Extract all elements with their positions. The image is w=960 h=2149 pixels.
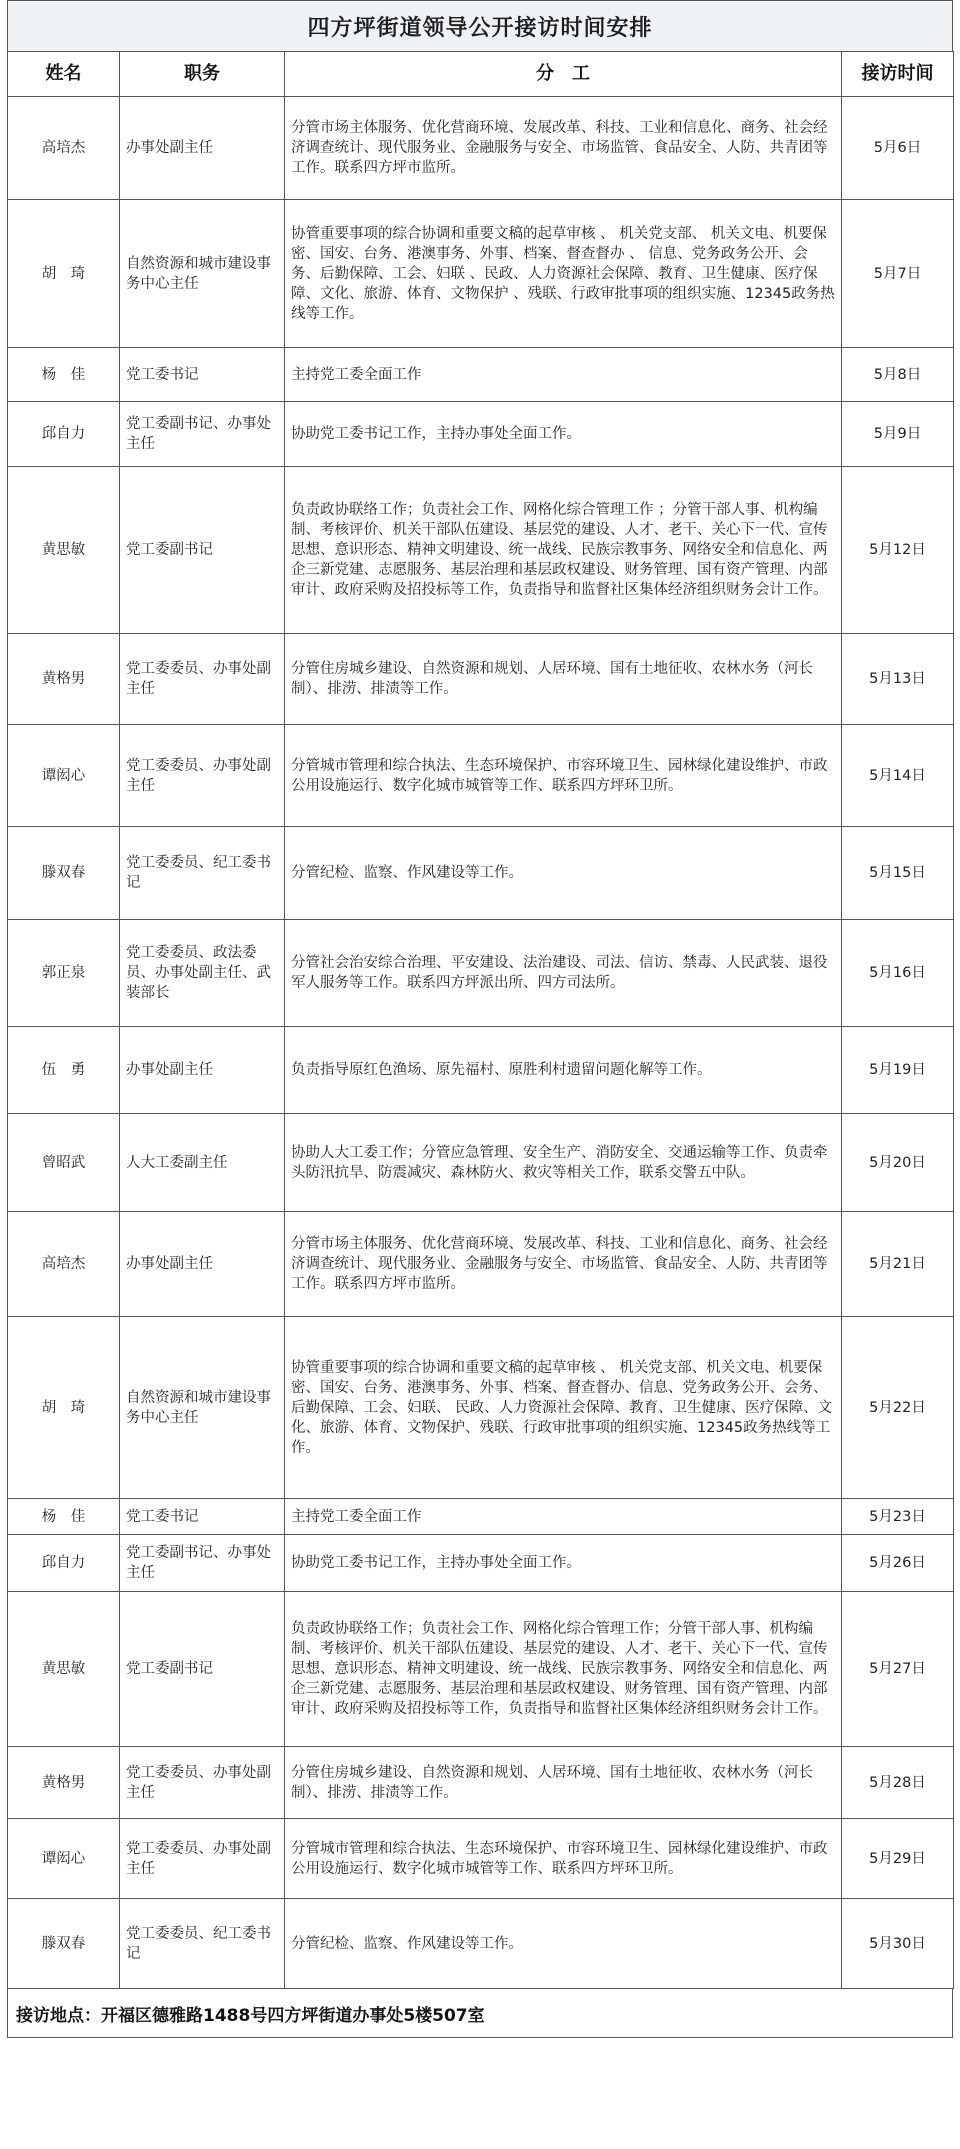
cell-position: 党工委书记 <box>120 348 285 402</box>
cell-time: 5月13日 <box>842 634 954 725</box>
header-position: 职务 <box>120 52 285 97</box>
cell-position: 党工委委员、办事处副主任 <box>120 725 285 827</box>
cell-name: 滕双春 <box>8 1899 120 1989</box>
cell-duty: 主持党工委全面工作 <box>285 1499 842 1535</box>
table-row <box>8 467 954 634</box>
table-row <box>8 200 954 348</box>
cell-duty: 负责政协联络工作；负责社会工作、网格化综合管理工作；分管干部人事、机构编制、考核评价、机关干部队伍建设、基层党的建设、人才、老干、关心下一代、宣传思想、意识形态、精神文明建设、统一战线、民族宗教事务、网络安全和信息化、两企三新党建、志愿服务、基层治理和基层政权建设、财务管理、国有资产管理、内部审计、政府采购及招投标等工作，负责指导和监督社区集体经济组织财务会计工作。 <box>285 1592 842 1747</box>
cell-name: 邱自力 <box>8 402 120 467</box>
cell-duty: 分管住房城乡建设、自然资源和规划、人居环境、国有土地征收、农林水务（河长制）、排涝、排渍等工作。 <box>285 634 842 725</box>
cell-position: 自然资源和城市建设事务中心主任 <box>120 1317 285 1499</box>
table-row <box>8 1535 954 1592</box>
header-time: 接访时间 <box>842 52 954 97</box>
table-row <box>8 1499 954 1535</box>
cell-time: 5月20日 <box>842 1114 954 1212</box>
cell-duty: 分管城市管理和综合执法、生态环境保护、市容环境卫生、园林绿化建设维护、市政公用设施运行、数字化城市城管等工作、联系四方坪环卫所。 <box>285 725 842 827</box>
cell-name: 谭闳心 <box>8 1819 120 1899</box>
cell-position: 党工委委员、政法委员、办事处副主任、武装部长 <box>120 920 285 1027</box>
table-row <box>8 1899 954 1989</box>
cell-position: 党工委委员、办事处副主任 <box>120 1747 285 1819</box>
cell-time: 5月21日 <box>842 1212 954 1317</box>
cell-name: 邱自力 <box>8 1535 120 1592</box>
cell-duty: 协管重要事项的综合协调和重要文稿的起草审核 、 机关党支部、 机关文电、机要保密、国安、台务、港澳事务、外事、档案、督查督办 、 信息、党务政务公开、会务、后勤保障、工会、妇联 、民政、人力资源社会保障、教育、卫生健康、医疗保障、文化、旅游、体育、文物保护 、残联、行政审批事项的组织实施、12345政务热线等工作。 <box>285 200 842 348</box>
cell-name: 伍 勇 <box>8 1027 120 1114</box>
cell-position: 党工委副书记 <box>120 1592 285 1747</box>
cell-duty: 分管城市管理和综合执法、生态环境保护、市容环境卫生、园林绿化建设维护、市政公用设施运行、数字化城市城管等工作、联系四方坪环卫所。 <box>285 1819 842 1899</box>
table-row <box>8 1212 954 1317</box>
table-row <box>8 1317 954 1499</box>
cell-name: 黄格男 <box>8 1747 120 1819</box>
cell-time: 5月30日 <box>842 1899 954 1989</box>
cell-name: 曾昭武 <box>8 1114 120 1212</box>
cell-time: 5月9日 <box>842 402 954 467</box>
cell-position: 人大工委副主任 <box>120 1114 285 1212</box>
cell-duty: 分管市场主体服务、优化营商环境、发展改革、科技、工业和信息化、商务、社会经济调查统计、现代服务业、金融服务与安全、市场监管、食品安全、人防、共青团等工作。联系四方坪市监所。 <box>285 1212 842 1317</box>
cell-duty: 负责指导原红色渔场、原先福村、原胜利村遗留问题化解等工作。 <box>285 1027 842 1114</box>
header-duty: 分 工 <box>285 52 842 97</box>
cell-name: 滕双春 <box>8 827 120 920</box>
cell-time: 5月26日 <box>842 1535 954 1592</box>
cell-position: 党工委副书记、办事处主任 <box>120 402 285 467</box>
cell-duty: 分管社会治安综合治理、平安建设、法治建设、司法、信访、禁毒、人民武装、退役军人服务等工作。联系四方坪派出所、四方司法所。 <box>285 920 842 1027</box>
schedule-table <box>7 51 954 1989</box>
table-row <box>8 1114 954 1212</box>
cell-time: 5月15日 <box>842 827 954 920</box>
cell-time: 5月8日 <box>842 348 954 402</box>
cell-name: 黄思敏 <box>8 467 120 634</box>
cell-time: 5月27日 <box>842 1592 954 1747</box>
cell-duty: 协助人大工委工作；分管应急管理、安全生产、消防安全、交通运输等工作、负责牵头防汛抗旱、防震减灾、森林防火、救灾等相关工作，联系交警五中队。 <box>285 1114 842 1212</box>
table-header-row <box>8 52 954 97</box>
table-row <box>8 1027 954 1114</box>
cell-time: 5月16日 <box>842 920 954 1027</box>
cell-position: 党工委委员、纪工委书记 <box>120 1899 285 1989</box>
cell-duty: 协助党工委书记工作，主持办事处全面工作。 <box>285 402 842 467</box>
cell-duty: 分管市场主体服务、优化营商环境、发展改革、科技、工业和信息化、商务、社会经济调查统计、现代服务业、金融服务与安全、市场监管、食品安全、人防、共青团等工作。联系四方坪市监所。 <box>285 97 842 200</box>
table-row <box>8 1592 954 1747</box>
cell-time: 5月6日 <box>842 97 954 200</box>
cell-duty: 分管纪检、监察、作风建设等工作。 <box>285 1899 842 1989</box>
cell-position: 自然资源和城市建设事务中心主任 <box>120 200 285 348</box>
cell-time: 5月28日 <box>842 1747 954 1819</box>
cell-time: 5月22日 <box>842 1317 954 1499</box>
cell-duty: 负责政协联络工作；负责社会工作、网格化综合管理工作 ；分管干部人事、机构编制、考核评价、机关干部队伍建设、基层党的建设、人才、老干、关心下一代、宣传思想、意识形态、精神文明建设、统一战线、民族宗教事务、网络安全和信息化、两企三新党建、志愿服务、基层治理和基层政权建设、财务管理、国有资产管理、内部审计、政府采购及招投标等工作，负责指导和监督社区集体经济组织财务会计工作。 <box>285 467 842 634</box>
cell-name: 黄格男 <box>8 634 120 725</box>
cell-name: 高培杰 <box>8 97 120 200</box>
cell-time: 5月23日 <box>842 1499 954 1535</box>
cell-position: 党工委书记 <box>120 1499 285 1535</box>
schedule-document <box>7 0 953 2038</box>
cell-time: 5月19日 <box>842 1027 954 1114</box>
visit-location: 接访地点：开福区德雅路1488号四方坪街道办事处5楼507室 <box>7 1989 953 2038</box>
cell-name: 杨 佳 <box>8 348 120 402</box>
table-row <box>8 634 954 725</box>
cell-name: 胡 琦 <box>8 200 120 348</box>
cell-duty: 分管住房城乡建设、自然资源和规划、人居环境、国有土地征收、农林水务（河长制）、排涝、排渍等工作。 <box>285 1747 842 1819</box>
cell-name: 胡 琦 <box>8 1317 120 1499</box>
table-row <box>8 827 954 920</box>
cell-duty: 协管重要事项的综合协调和重要文稿的起草审核 、 机关党支部、机关文电、机要保密、国安、台务、港澳事务、外事、档案、督查督办、信息、党务政务公开、会务、后勤保障、工会、妇联、 民政、人力资源社会保障、教育、卫生健康、医疗保障、文化、旅游、体育、文物保护、残联、行政审批事项的组织实施、12345政务热线等工作。 <box>285 1317 842 1499</box>
table-row <box>8 725 954 827</box>
cell-name: 谭闳心 <box>8 725 120 827</box>
cell-position: 办事处副主任 <box>120 1027 285 1114</box>
cell-position: 办事处副主任 <box>120 1212 285 1317</box>
cell-time: 5月29日 <box>842 1819 954 1899</box>
table-row <box>8 1747 954 1819</box>
cell-name: 高培杰 <box>8 1212 120 1317</box>
cell-duty: 分管纪检、监察、作风建设等工作。 <box>285 827 842 920</box>
table-row <box>8 1819 954 1899</box>
cell-name: 郭正泉 <box>8 920 120 1027</box>
table-row <box>8 97 954 200</box>
document-title: 四方坪街道领导公开接访时间安排 <box>7 0 953 51</box>
cell-time: 5月12日 <box>842 467 954 634</box>
cell-time: 5月7日 <box>842 200 954 348</box>
cell-position: 党工委副书记、办事处主任 <box>120 1535 285 1592</box>
cell-position: 党工委委员、纪工委书记 <box>120 827 285 920</box>
cell-duty: 协助党工委书记工作，主持办事处全面工作。 <box>285 1535 842 1592</box>
cell-position: 党工委委员、办事处副主任 <box>120 634 285 725</box>
cell-time: 5月14日 <box>842 725 954 827</box>
cell-position: 党工委副书记 <box>120 467 285 634</box>
cell-position: 办事处副主任 <box>120 97 285 200</box>
table-row <box>8 920 954 1027</box>
cell-name: 杨 佳 <box>8 1499 120 1535</box>
header-name: 姓名 <box>8 52 120 97</box>
cell-position: 党工委委员、办事处副主任 <box>120 1819 285 1899</box>
cell-name: 黄思敏 <box>8 1592 120 1747</box>
cell-duty: 主持党工委全面工作 <box>285 348 842 402</box>
table-row <box>8 402 954 467</box>
table-row <box>8 348 954 402</box>
